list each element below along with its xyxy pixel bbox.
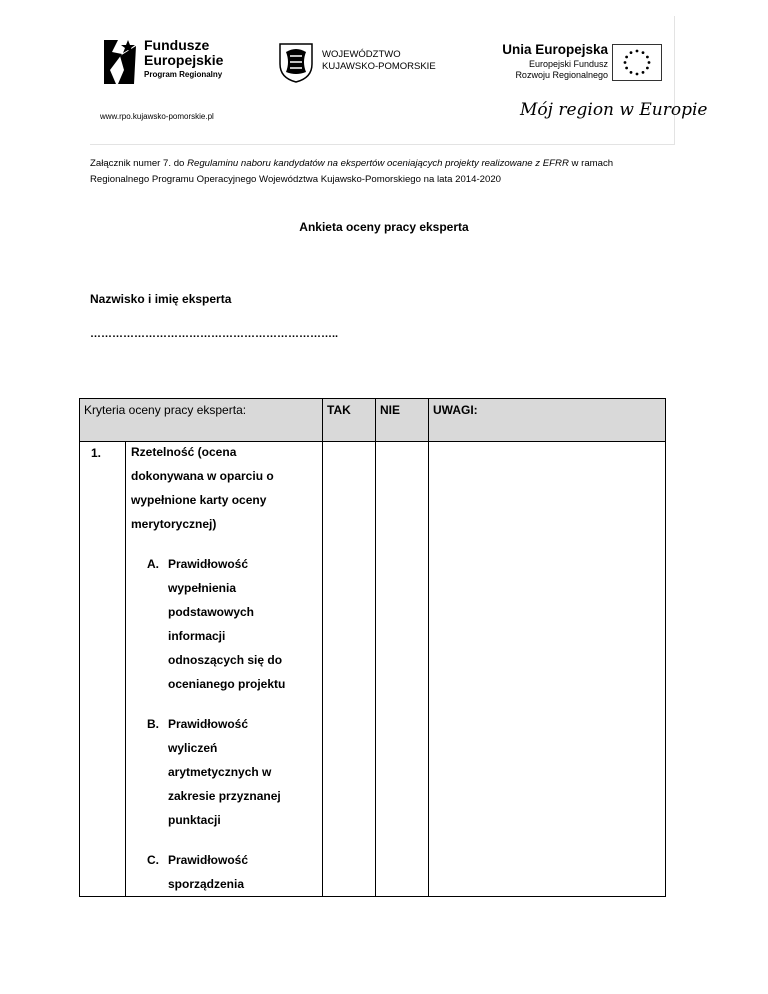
fe-name: Fundusze Europejskie: [144, 37, 224, 68]
expert-name-label: Nazwisko i imię eksperta: [90, 292, 232, 306]
criteria-cell: [126, 442, 323, 897]
eu-title: Unia Europejska: [502, 42, 608, 57]
notes-cell[interactable]: [429, 442, 666, 897]
table-row: [80, 442, 666, 897]
program-url: www.rpo.kujawsko-pomorskie.pl: [100, 112, 214, 121]
wojewodztwo-name: WOJEWÓDZTWO KUJAWSKO-POMORSKIE: [322, 49, 436, 72]
criterion-text: Rzetelność (ocena dokonywana w oparciu o wypełnione karty oceny merytorycznej): [131, 445, 274, 531]
yes-header: TAK: [323, 399, 376, 442]
eu-flag-icon: [612, 44, 662, 81]
notes-header: UWAGI:: [429, 399, 666, 442]
coat-of-arms-icon: [276, 40, 316, 84]
fe-program: Program Regionalny: [144, 70, 223, 79]
eu-fund: Europejski Fundusz Rozwoju Regionalnego: [515, 59, 608, 80]
table-header-row: [80, 399, 666, 442]
expert-name-field[interactable]: …………………………………………………………..: [90, 328, 339, 340]
eu-logo: [480, 40, 660, 90]
subcriterion-c: C. Prawidłowość sporządzenia: [147, 853, 249, 891]
criteria-header: Kryteria oceny pracy eksperta:: [80, 399, 323, 442]
annex-note: Załącznik numer 7. do Regulaminu naboru kandydatów na ekspertów oceniających projekty realizowane z EFRR w ramach Regionalnego Programu Operacyjnego Województwa Kujawsko-Pomorskiego na lata 2014-2020: [90, 158, 614, 185]
fundusze-europejskie-logo: [100, 36, 260, 86]
wojewodztwo-logo: [276, 40, 456, 84]
slogan: Mój region w Europie: [520, 100, 708, 120]
no-cell[interactable]: [376, 442, 429, 897]
subcriterion-b: B. Prawidłowość wyliczeń arytmetycznych w zakresie przyznanej punktacji: [147, 717, 281, 827]
no-header: NIE: [376, 399, 429, 442]
row-number: 1.: [80, 442, 126, 897]
evaluation-table: [79, 398, 666, 897]
document-title: Ankieta oceny pracy eksperta: [299, 220, 469, 234]
fe-emblem-icon: [100, 36, 140, 86]
subcriterion-a: A. Prawidłowość wypełnienia podstawowych informacji odnoszących się do ocenianego projektu: [147, 557, 286, 691]
yes-cell[interactable]: [323, 442, 376, 897]
